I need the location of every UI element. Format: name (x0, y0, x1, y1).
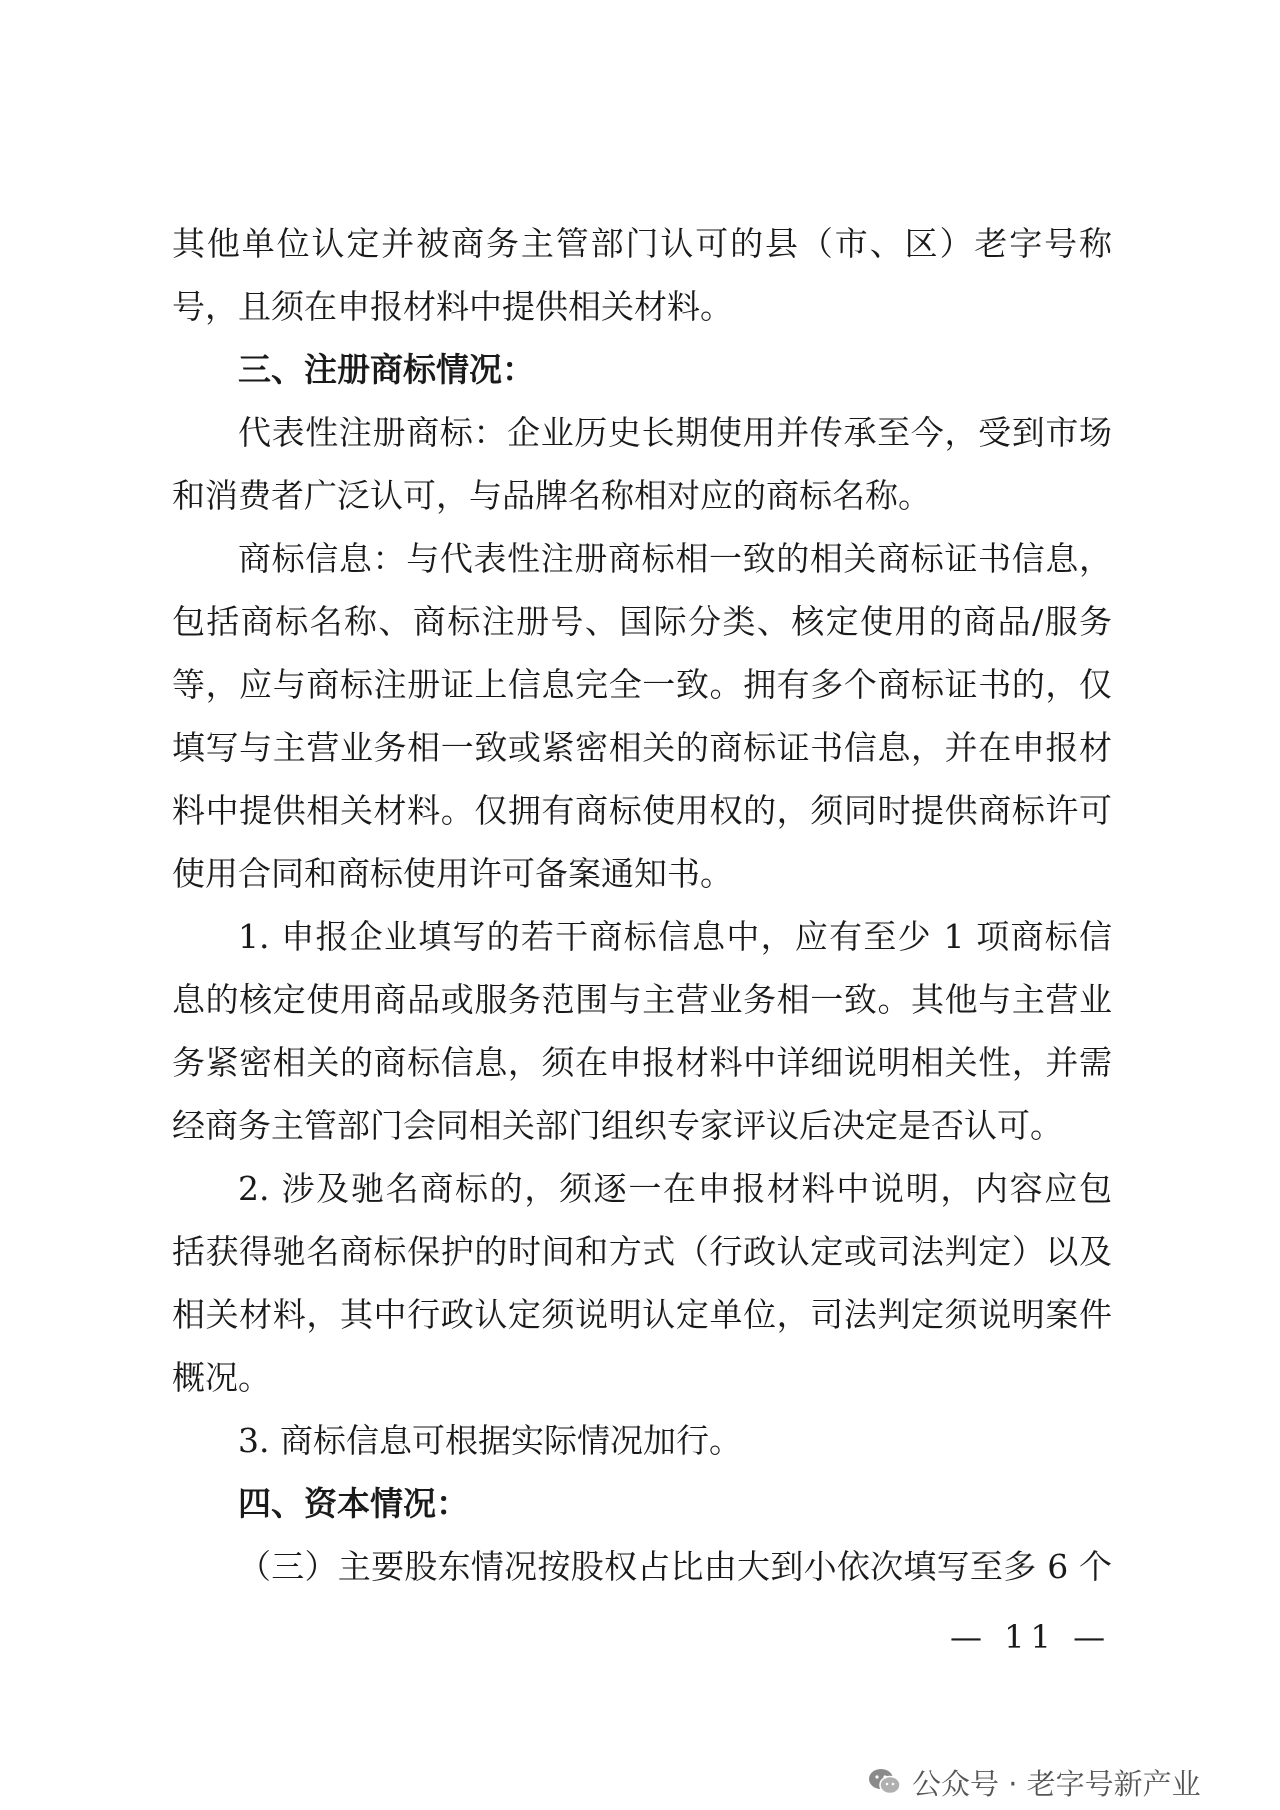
text-line: 商标信息：与代表性注册商标相一致的相关商标证书信息， (238, 539, 1112, 578)
text-line: 和消费者广泛认可，与品牌名称相对应的商标名称。 (172, 476, 931, 515)
text-line: 使用合同和商标使用许可备案通知书。 (172, 854, 733, 893)
text-line: 号，且须在申报材料中提供相关材料。 (172, 287, 733, 326)
text-line: 息的核定使用商品或服务范围与主营业务相一致。其他与主营业 (172, 980, 1112, 1019)
text-line: 填写与主营业务相一致或紧密相关的商标证书信息，并在申报材 (172, 728, 1112, 767)
text-line: 3. 商标信息可根据实际情况加行。 (238, 1421, 742, 1460)
document-page (172, 212, 1112, 1598)
watermark (868, 1760, 1201, 1804)
text-line: 代表性注册商标：企业历史长期使用并传承至今，受到市场 (238, 413, 1112, 452)
text-line: 相关材料，其中行政认定须说明认定单位，司法判定须说明案件 (172, 1295, 1112, 1334)
text-line: 经商务主管部门会同相关部门组织专家评议后决定是否认可。 (172, 1106, 1063, 1145)
watermark-text: 公众号 · 老字号新产业 (912, 1766, 1201, 1801)
section-heading-capital: 四、资本情况： (238, 1484, 469, 1523)
wechat-icon (868, 1767, 902, 1797)
section-heading-trademark: 三、注册商标情况： (238, 350, 535, 389)
page-number: — 11 — (950, 1618, 1112, 1656)
text-line: 务紧密相关的商标信息，须在申报材料中详细说明相关性，并需 (172, 1043, 1112, 1082)
text-line: 包括商标名称、商标注册号、国际分类、核定使用的商品/服务 (172, 602, 1112, 641)
text-line: 2. 涉及驰名商标的，须逐一在申报材料中说明，内容应包 (238, 1169, 1112, 1208)
text-line: 等，应与商标注册证上信息完全一致。拥有多个商标证书的，仅 (172, 665, 1112, 704)
text-line: 括获得驰名商标保护的时间和方式（行政认定或司法判定）以及 (172, 1232, 1112, 1271)
text-line: （三）主要股东情况按股权占比由大到小依次填写至多 6 个 (238, 1547, 1112, 1586)
text-line: 1. 申报企业填写的若干商标信息中，应有至少 1 项商标信 (238, 917, 1112, 956)
text-line: 其他单位认定并被商务主管部门认可的县（市、区）老字号称 (172, 224, 1112, 263)
text-line: 料中提供相关材料。仅拥有商标使用权的，须同时提供商标许可 (172, 791, 1112, 830)
text-line: 概况。 (172, 1358, 271, 1397)
